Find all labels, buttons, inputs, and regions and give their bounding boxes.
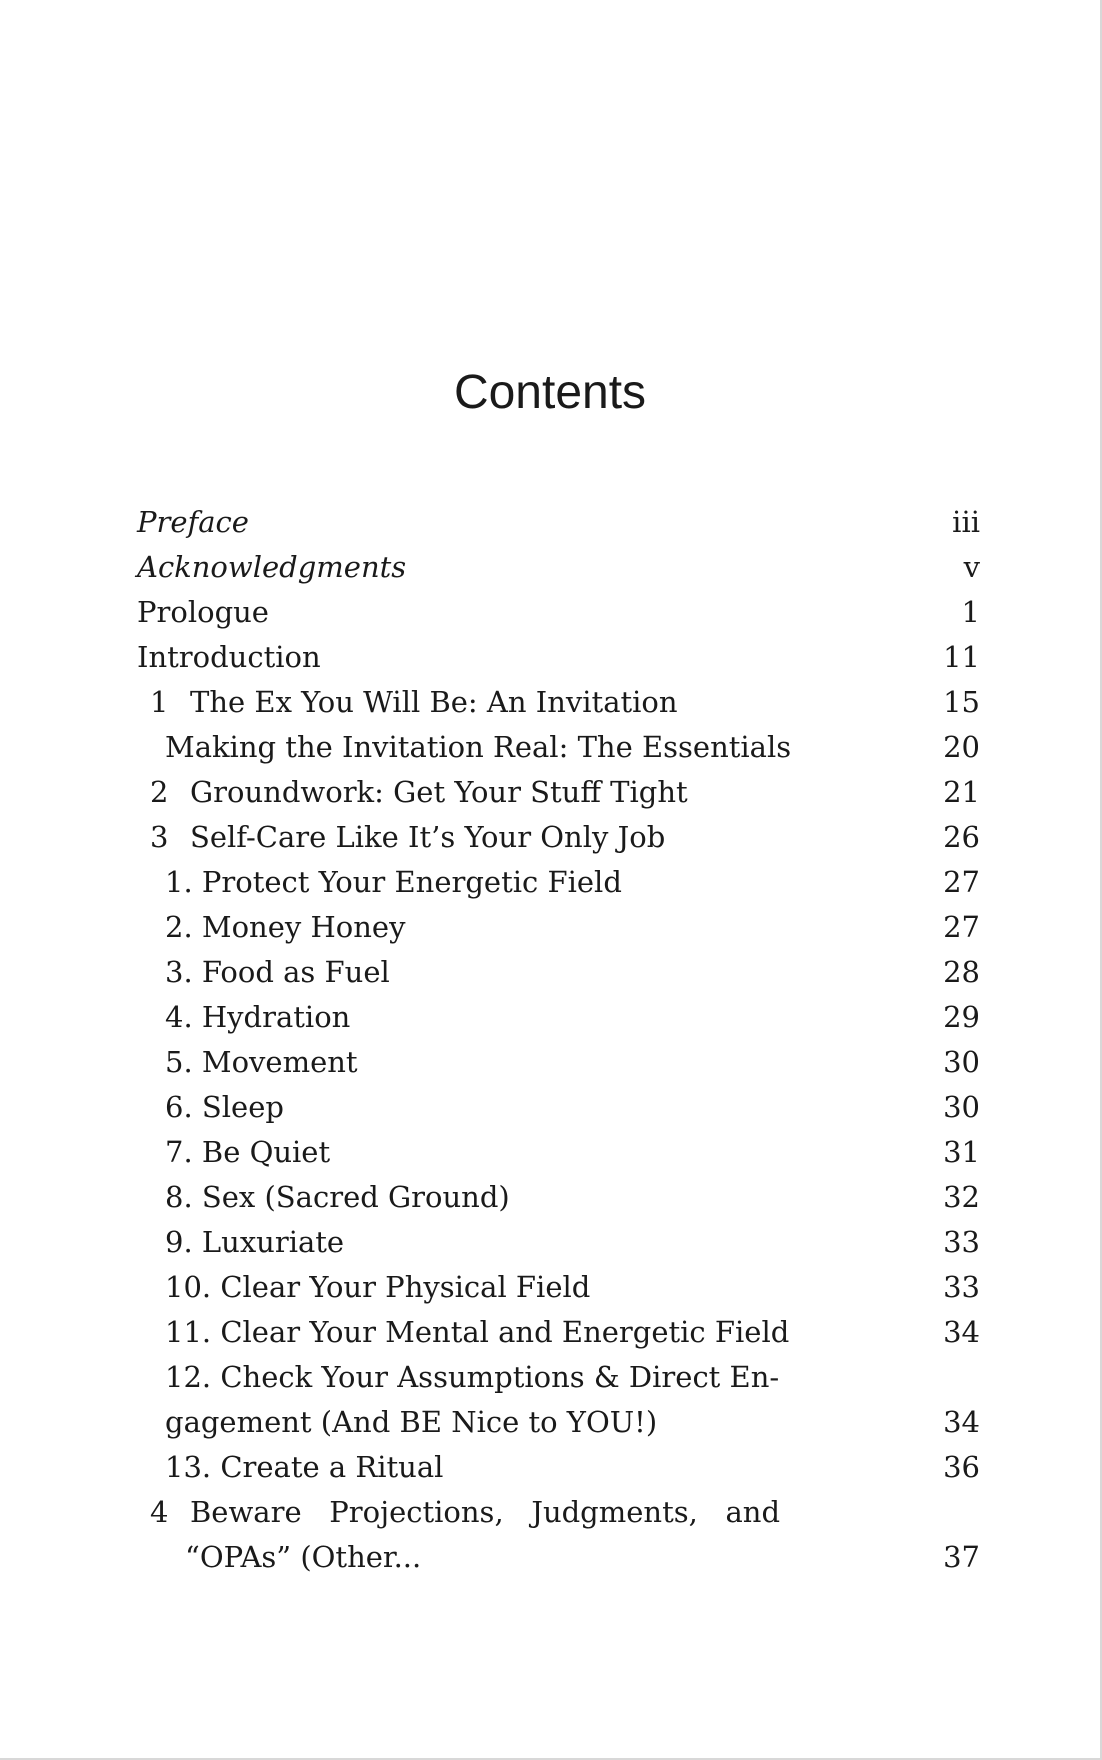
toc-entry-label: Acknowledgments <box>137 550 407 584</box>
toc-entry-page: 29 <box>943 1000 980 1034</box>
toc-entry-section[interactable] <box>137 725 980 770</box>
toc-entry-section[interactable] <box>137 1220 980 1265</box>
toc-entry-label: Prologue <box>137 595 269 629</box>
toc-entry-label: 4. Hydration <box>165 1000 351 1034</box>
toc-entry-label: 8. Sex (Sacred Ground) <box>165 1180 510 1214</box>
toc-entry-page: 37 <box>943 1540 980 1574</box>
toc-entry-section[interactable] <box>137 1085 980 1130</box>
toc-entry-page: 27 <box>943 865 980 899</box>
toc-entry-label: 7. Be Quiet <box>165 1135 331 1169</box>
toc-entry-label: Preface <box>137 505 249 539</box>
toc-entry-introduction[interactable] <box>137 635 980 680</box>
toc-entry-label: 10. Clear Your Physical Field <box>165 1270 591 1304</box>
toc-entry-label: 9. Luxuriate <box>165 1225 345 1259</box>
toc-entry-chapter-2[interactable] <box>137 770 980 815</box>
toc-entry-page: iii <box>952 505 980 539</box>
toc-entry-section[interactable] <box>137 950 980 995</box>
toc-entry-section[interactable] <box>137 905 980 950</box>
toc-entry-page: 30 <box>943 1045 980 1079</box>
toc-entry-section[interactable] <box>137 860 980 905</box>
toc-entry-label: 2. Money Honey <box>165 910 406 944</box>
chapter-number: 1 <box>150 685 169 719</box>
table-of-contents <box>137 500 980 1580</box>
chapter-number: 3 <box>150 820 169 854</box>
toc-entry-label: 3. Food as Fuel <box>165 955 390 989</box>
toc-entry-page: 34 <box>943 1315 980 1349</box>
toc-entry-label: The Ex You Will Be: An Invitation <box>190 685 678 719</box>
toc-entry-label: 12. Check Your Assumptions & Direct En- <box>165 1360 780 1394</box>
toc-entry-label: 6. Sleep <box>165 1090 284 1124</box>
toc-entry-section[interactable] <box>137 1265 980 1310</box>
toc-entry-page: 32 <box>943 1180 980 1214</box>
toc-entry-page: 34 <box>943 1405 980 1439</box>
toc-entry-prologue[interactable] <box>137 590 980 635</box>
toc-entry-label: Self-Care Like It’s Your Only Job <box>190 820 666 854</box>
toc-entry-page: 27 <box>943 910 980 944</box>
toc-entry-page: 20 <box>943 730 980 764</box>
toc-entry-page: v <box>963 550 980 584</box>
toc-entry-page: 36 <box>943 1450 980 1484</box>
toc-entry-label: Making the Invitation Real: The Essentials <box>165 730 792 764</box>
toc-entry-label: Beware Projections, Judgments, and <box>190 1495 781 1529</box>
toc-entry-acknowledgments[interactable] <box>137 545 980 590</box>
toc-entry-chapter-3[interactable] <box>137 815 980 860</box>
toc-entry-label: 1. Protect Your Energetic Field <box>165 865 622 899</box>
toc-entry-page: 28 <box>943 955 980 989</box>
toc-entry-page: 15 <box>943 685 980 719</box>
toc-entry-label: 5. Movement <box>165 1045 358 1079</box>
toc-entry-section[interactable] <box>137 1445 980 1490</box>
toc-entry-chapter-1[interactable] <box>137 680 980 725</box>
toc-entry-page: 21 <box>943 775 980 809</box>
toc-entry-page: 30 <box>943 1090 980 1124</box>
page-title: Contents <box>453 366 647 419</box>
toc-entry-page: 31 <box>943 1135 980 1169</box>
toc-entry-preface[interactable] <box>137 500 980 545</box>
toc-entry-page: 11 <box>943 640 980 674</box>
toc-entry-label-continued: gagement (And BE Nice to YOU!) <box>165 1405 658 1439</box>
toc-entry-label: Introduction <box>137 640 321 674</box>
toc-entry-section[interactable] <box>137 995 980 1040</box>
toc-entry-label: 13. Create a Ritual <box>165 1450 444 1484</box>
toc-entry-label-continued: “OPAs” (Other... <box>185 1540 422 1574</box>
toc-entry-label: 11. Clear Your Mental and Energetic Field <box>165 1315 790 1349</box>
toc-entry-section[interactable] <box>137 1175 980 1220</box>
toc-entry-page: 26 <box>943 820 980 854</box>
toc-entry-section[interactable] <box>137 1355 980 1445</box>
toc-entry-page: 33 <box>943 1270 980 1304</box>
toc-entry-section[interactable] <box>137 1130 980 1175</box>
toc-entry-label: Groundwork: Get Your Stuff Tight <box>190 775 688 809</box>
toc-entry-section[interactable] <box>137 1310 980 1355</box>
chapter-number: 2 <box>150 775 169 809</box>
toc-entry-page: 1 <box>961 595 980 629</box>
toc-entry-section[interactable] <box>137 1040 980 1085</box>
chapter-number: 4 <box>150 1495 169 1529</box>
toc-entry-chapter-4[interactable] <box>137 1490 980 1580</box>
toc-entry-page: 33 <box>943 1225 980 1259</box>
